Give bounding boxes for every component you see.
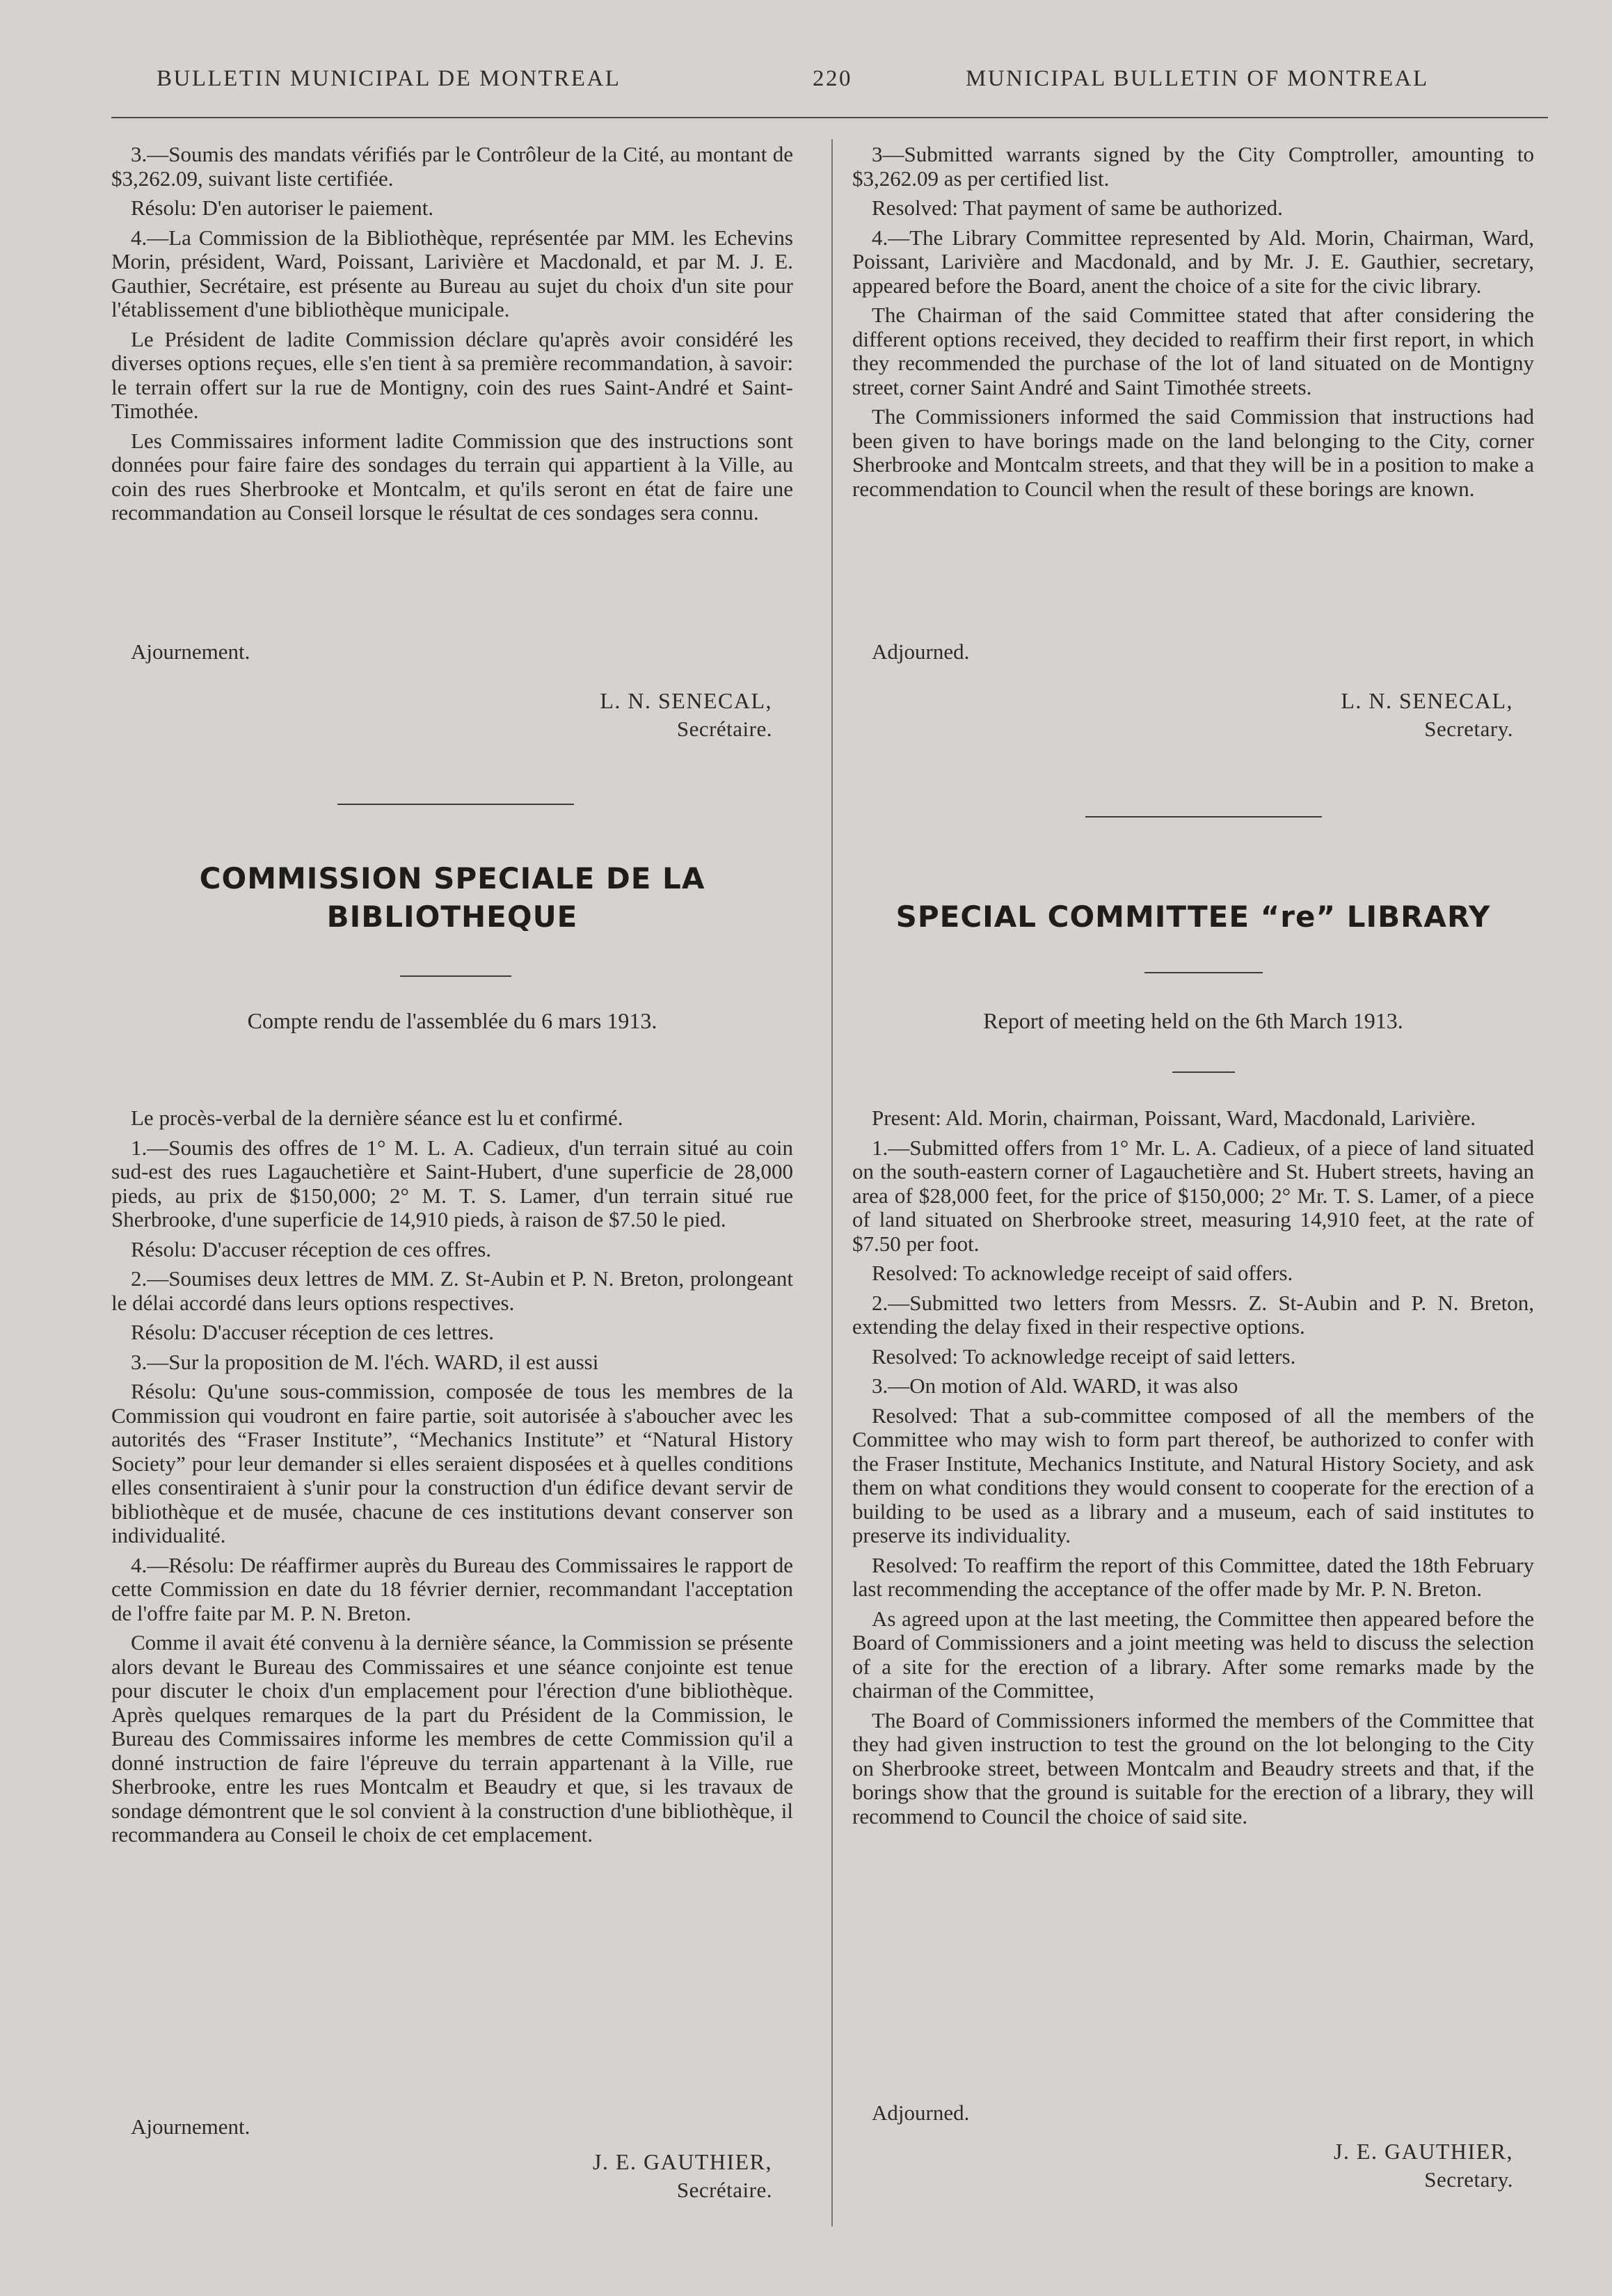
paragraph: The Commissioners informed the said Commission that instructions had been given to have borings made on the land belonging to the City, corner Sherbrooke and Montcalm streets, and that they will be in a position to make a recommendation to Council when the result of these borings are known. (852, 404, 1534, 501)
signature-block (600, 689, 772, 741)
signature-name: J. E. GAUTHIER, (592, 2149, 772, 2174)
signature-role: Secrétaire. (676, 716, 772, 741)
paragraph: Comme il avait été convenu à la dernière séance, la Commission se présente alors devant le Bureau des Commissaires et une séance conjointe est tenue pour discuter le choix d'un emplacement pour l'érection d'une bibliothèque. Après quelques remarques de la part du Président de la Commission, le Bureau des Commissaires informe les membres de cette Commission qu'il a donné instruction de faire l'épreuve du terrain appartenant à la Ville, rue Sherbrooke, entre les rues Montcalm et Beaudry et que, si les travaux de sondage démontrent que le sol convient à la construction d'une bibliothèque, il recommandera au Conseil le choix de cet emplacement. (111, 1630, 793, 1847)
signature-role: Secrétaire. (676, 2177, 772, 2202)
paragraph: 1.—Soumis des offres de 1° M. L. A. Cadieux, d'un terrain situé au coin sud-est des rues Lagauchetière et Saint-Hubert, d'une superficie de 28,000 pieds, au prix de $150,000; 2° M. T. S. Lamer, d'un terrain situé rue Sherbrooke, d'une superficie de 14,910 pieds, à raison de $7.50 le pied. (111, 1135, 793, 1231)
paragraph: Résolu: Qu'une sous-commission, composée de tous les membres de la Commission qui voudront en faire partie, soit autorisée à s'aboucher avec les autorités des “Fraser Institute”, “Mechanics Institute” et “Natural History Society” pour leur demander si elles seraient disposées et à quelles conditions elles consentiraient à s'unir pour la construction d'un édifice devant servir de bibliothèque et de musée, chacune de ces institutions devant conserver son individualité. (111, 1379, 793, 1547)
paragraph: 3.—On motion of Ald. WARD, it was also (872, 1373, 1238, 1398)
paragraph: The Board of Commissioners informed the members of the Committee that they had given instruction to test the ground on the lot belonging to the City on Sherbrooke street, between Montcalm and Beaudry streets and that, if the borings show that the ground is suitable for the erection of a library, they will recommend to Council the choice of said site. (852, 1707, 1534, 1828)
paragraph: Résolu: D'en autoriser le paiement. (131, 196, 434, 220)
section-title: SPECIAL COMMITTEE “re” LIBRARY (895, 900, 1491, 934)
paragraph: As agreed upon at the last meeting, the Committee then appeared before the Board of Commissioners and a joint meeting was held to discuss the selection of a site for the erection of a library. After some remarks made by the chairman of the Committee, (852, 1606, 1534, 1703)
paragraph: Resolved: To acknowledge receipt of said offers. (872, 1261, 1293, 1285)
paragraph: Résolu: D'accuser réception de ces offres. (131, 1236, 492, 1261)
signature-block (1341, 689, 1513, 741)
title-underline (400, 975, 511, 977)
paragraph: Résolu: D'accuser réception de ces lettres. (131, 1320, 495, 1344)
column-divider (831, 139, 833, 2226)
english-top-minutes (852, 143, 1534, 507)
paragraph: Resolved: To reaffirm the report of this Committee, dated the 18th February last recommending the acceptance of the offer made by Mr. P. N. Breton. (852, 1552, 1534, 1601)
paragraph: 3—Submitted warrants signed by the City Comptroller, amounting to $3,262.09 as per certified list. (852, 142, 1534, 191)
section-divider (337, 804, 574, 805)
french-top-minutes (111, 143, 793, 531)
paragraph: The Chairman of the said Committee stated that after considering the different options received, they decided to reaffirm their first report, in which they recommended the purchase of the lot of land situated on de Montigny street, corner Saint André and Saint Timothée streets. (852, 303, 1534, 399)
section-title: COMMISSION SPECIALE DE LA BIBLIOTHEQUE (199, 861, 705, 934)
section-divider (1085, 816, 1322, 818)
paragraph: Resolved: That a sub-committee composed of all the members of the Committee who may wish to form part thereof, be authorized to confer with the Fraser Institute, Mechanics Institute, and Natural History Society, and ask them on what conditions they would consent to cooperate for the erection of a building to be used as a library and a museum, each of said institutes to preserve its individuality. (852, 1403, 1534, 1547)
french-library-minutes (111, 1106, 793, 1853)
paragraph: Les Commissaires informent ladite Commission que des instructions sont données pour faire faire des sondages du terrain qui appartient à la Ville, au coin des rues Sherbrooke et Montcalm, et qu'ils seront en état de faire une recommandation au Conseil lorsque le résultat de ces sondages sera connu. (111, 428, 793, 525)
running-head-french: BULLETIN MUNICIPAL DE MONTREAL (157, 66, 621, 91)
adjournment-text: Adjourned. (872, 2100, 970, 2125)
paragraph: Le procès-verbal de la dernière séance est lu et confirmé. (131, 1106, 623, 1130)
signature-name: L. N. SENECAL, (1341, 688, 1513, 713)
paragraph: 2.—Submitted two letters from Messrs. Z. St-Aubin and P. N. Breton, extending the delay fixed in their respective options. (852, 1290, 1534, 1339)
paragraph: 2.—Soumises deux lettres de MM. Z. St-Aubin et P. N. Breton, prolongeant le délai accordé dans leurs options respectives. (111, 1266, 793, 1315)
report-underline (1172, 1071, 1235, 1073)
adjournment-text: Ajournement. (131, 2114, 250, 2139)
header-rule (111, 117, 1548, 118)
adjournment-text: Ajournement. (131, 639, 250, 664)
report-heading: Report of meeting held on the 6th March 1913. (983, 1008, 1403, 1033)
signature-name: J. E. GAUTHIER, (1333, 2139, 1513, 2164)
paragraph: 4.—The Library Committee represented by Ald. Morin, Chairman, Ward, Poissant, Larivière and Macdonald, and by Mr. J. E. Gauthier, secretary, appeared before the Board, anent the choice of a site for the civic library. (852, 225, 1534, 298)
paragraph: Resolved: That payment of same be authorized. (872, 196, 1283, 220)
signature-role: Secretary. (1424, 2167, 1513, 2192)
paragraph: 4.—Résolu: De réaffirmer auprès du Bureau des Commissaires le rapport de cette Commission en date du 18 février dernier, recommandant l'acceptation de l'offre faite par M. P. N. Breton. (111, 1552, 793, 1625)
signature-block (1334, 2139, 1513, 2192)
paragraph: 3.—Sur la proposition de M. l'éch. WARD, il est aussi (131, 1349, 599, 1374)
signature-block (593, 2150, 772, 2202)
running-head-english: MUNICIPAL BULLETIN OF MONTREAL (966, 66, 1429, 91)
paragraph: Resolved: To acknowledge receipt of said letters. (872, 1344, 1296, 1369)
title-underline (1144, 972, 1263, 973)
signature-name: L. N. SENECAL, (600, 688, 772, 713)
report-heading: Compte rendu de l'assemblée du 6 mars 1913. (247, 1008, 657, 1033)
page-number: 220 (813, 66, 852, 91)
signature-role: Secretary. (1424, 716, 1513, 741)
paragraph: 4.—La Commission de la Bibliothèque, représentée par MM. les Echevins Morin, président, Ward, Poissant, Larivière et Macdonald, et par M. J. E. Gauthier, Secrétaire, est présente au Bureau au sujet du choix d'un site pour l'établissement d'une bibliothèque municipale. (111, 225, 793, 321)
adjournment-text: Adjourned. (872, 639, 970, 664)
english-library-minutes (852, 1106, 1534, 1834)
paragraph: 1.—Submitted offers from 1° Mr. L. A. Cadieux, of a piece of land situated on the south-eastern corner of Lagauchetière and St. Hubert streets, having an area of $28,000 feet, for the price of $150,000; 2° Mr. T. S. Lamer, of a piece of land situated on Sherbrooke street, measuring 14,910 feet, at the rate of $7.50 per foot. (852, 1135, 1534, 1256)
paragraph: 3.—Soumis des mandats vérifiés par le Contrôleur de la Cité, au montant de $3,262.09, suivant liste certifiée. (111, 142, 793, 191)
paragraph: Le Président de ladite Commission déclare qu'après avoir considéré les diverses options reçues, elle s'en tient à sa première recommandation, à savoir: le terrain offert sur la rue de Montigny, coin des rues Saint-André et Saint-Timothée. (111, 326, 793, 423)
paragraph: Present: Ald. Morin, chairman, Poissant, Ward, Macdonald, Larivière. (872, 1106, 1476, 1130)
